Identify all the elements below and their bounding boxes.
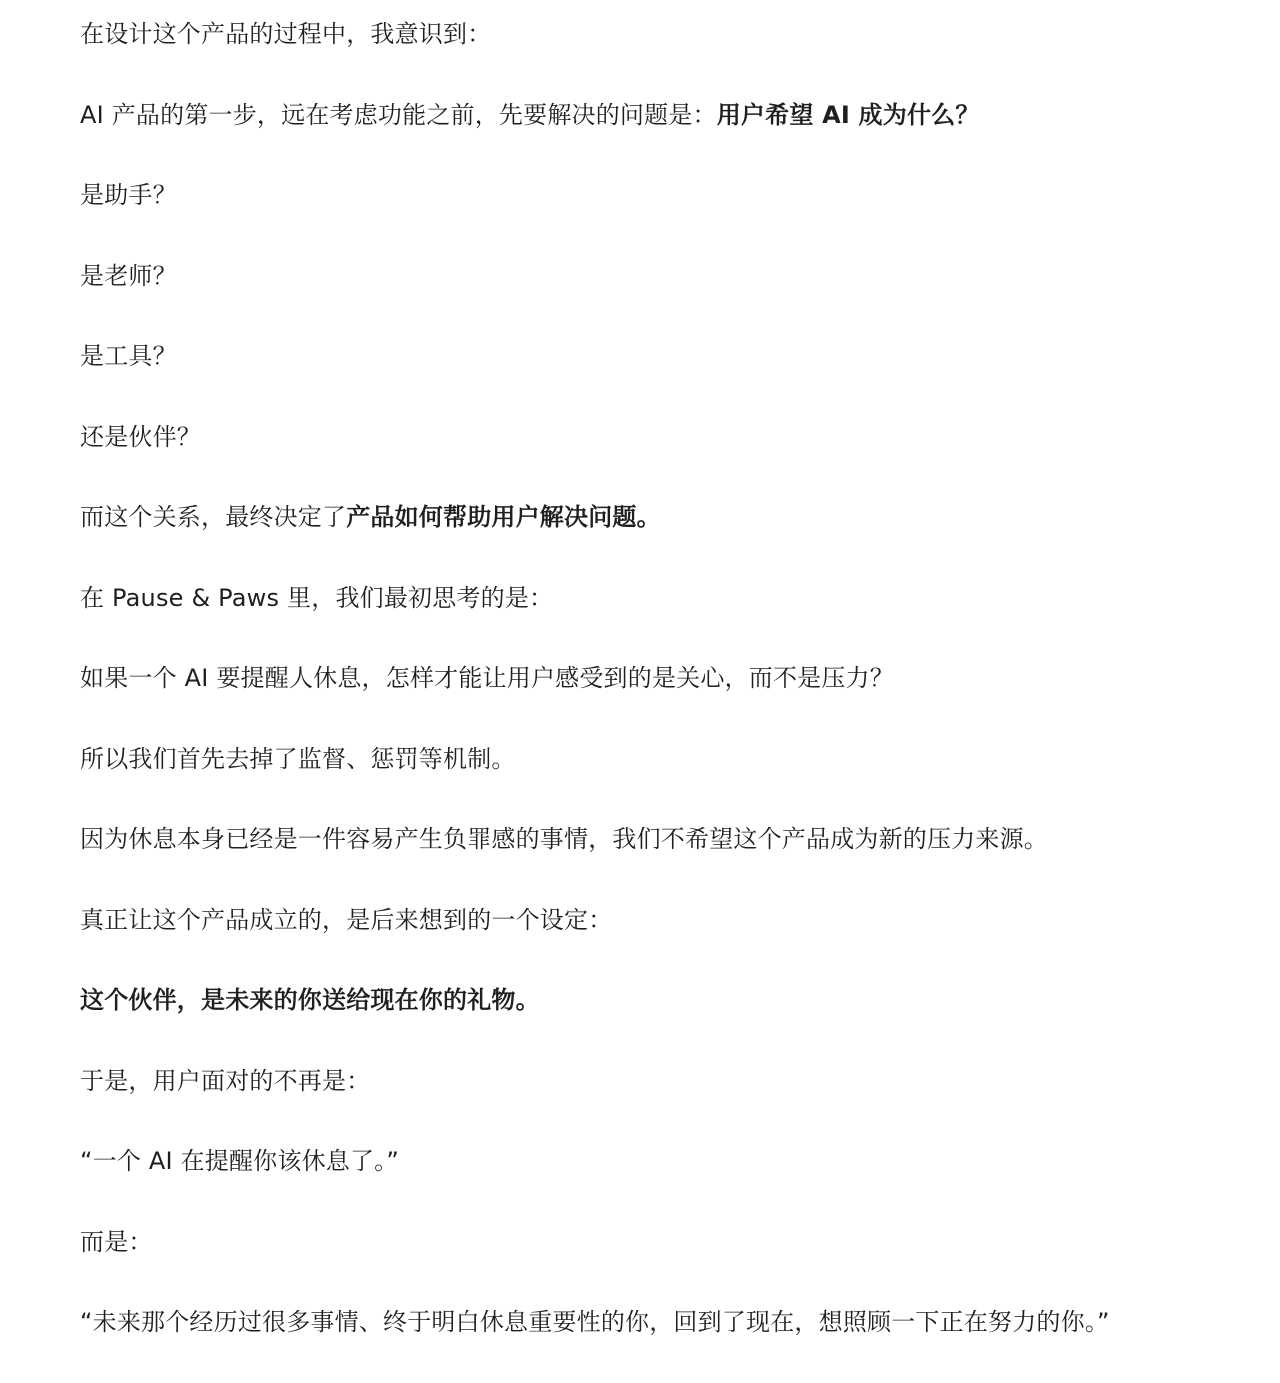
paragraph-text: 所以我们首先去掉了监督、惩罚等机制。 [80, 744, 516, 773]
paragraph-text: 而是： [80, 1227, 153, 1256]
article-body [80, 14, 1260, 1383]
paragraph-text: 在设计这个产品的过程中，我意识到： [80, 20, 492, 48]
paragraph-text: 是工具？ [80, 342, 177, 370]
paragraph-bold: 产品如何帮助用户解决问题。 [346, 503, 661, 531]
paragraph-2 [80, 95, 1260, 176]
paragraph-15 [80, 1141, 1260, 1222]
paragraph-text: 因为休息本身已经是一件容易产生负罪感的事情，我们不希望这个产品成为新的压力来源。 [80, 825, 1048, 853]
paragraph-text: 于是，用户面对的不再是： [80, 1066, 371, 1095]
paragraph-text: 真正让这个产品成立的，是后来想到的一个设定： [80, 905, 613, 934]
paragraph-text: AI 产品的第一步，远在考虑功能之前，先要解决的问题是： [80, 100, 717, 129]
paragraph-1 [80, 14, 1260, 95]
paragraph-text: 如果一个 AI 要提醒人休息，怎样才能让用户感受到的是关心，而不是压力？ [80, 664, 894, 692]
paragraph-text: 是助手？ [80, 181, 177, 209]
paragraph-6 [80, 417, 1260, 498]
paragraph-text: 在 Pause & Paws 里，我们最初思考的是： [80, 583, 554, 612]
paragraph-16 [80, 1222, 1260, 1303]
paragraph-text: 是老师？ [80, 261, 177, 290]
paragraph-10 [80, 739, 1260, 820]
paragraph-bold: 用户希望 AI 成为什么？ [716, 100, 980, 129]
paragraph-text: “一个 AI 在提醒你该休息了。” [80, 1147, 400, 1175]
paragraph-5 [80, 336, 1260, 417]
paragraph-12 [80, 900, 1260, 981]
paragraph-13 [80, 980, 1260, 1061]
paragraph-4 [80, 256, 1260, 337]
paragraph-11 [80, 819, 1260, 900]
paragraph-text: 而这个关系，最终决定了 [80, 503, 347, 531]
paragraph-17 [80, 1302, 1260, 1383]
paragraph-8 [80, 578, 1260, 659]
paragraph-3 [80, 175, 1260, 256]
paragraph-text: “未来那个经历过很多事情、终于明白休息重要性的你，回到了现在，想照顾一下正在努力的你。” [80, 1308, 1110, 1336]
paragraph-bold: 这个伙伴，是未来的你送给现在你的礼物。 [80, 986, 540, 1014]
paragraph-14 [80, 1061, 1260, 1142]
paragraph-7 [80, 497, 1260, 578]
paragraph-text: 还是伙伴？ [80, 422, 201, 451]
paragraph-9 [80, 658, 1260, 739]
